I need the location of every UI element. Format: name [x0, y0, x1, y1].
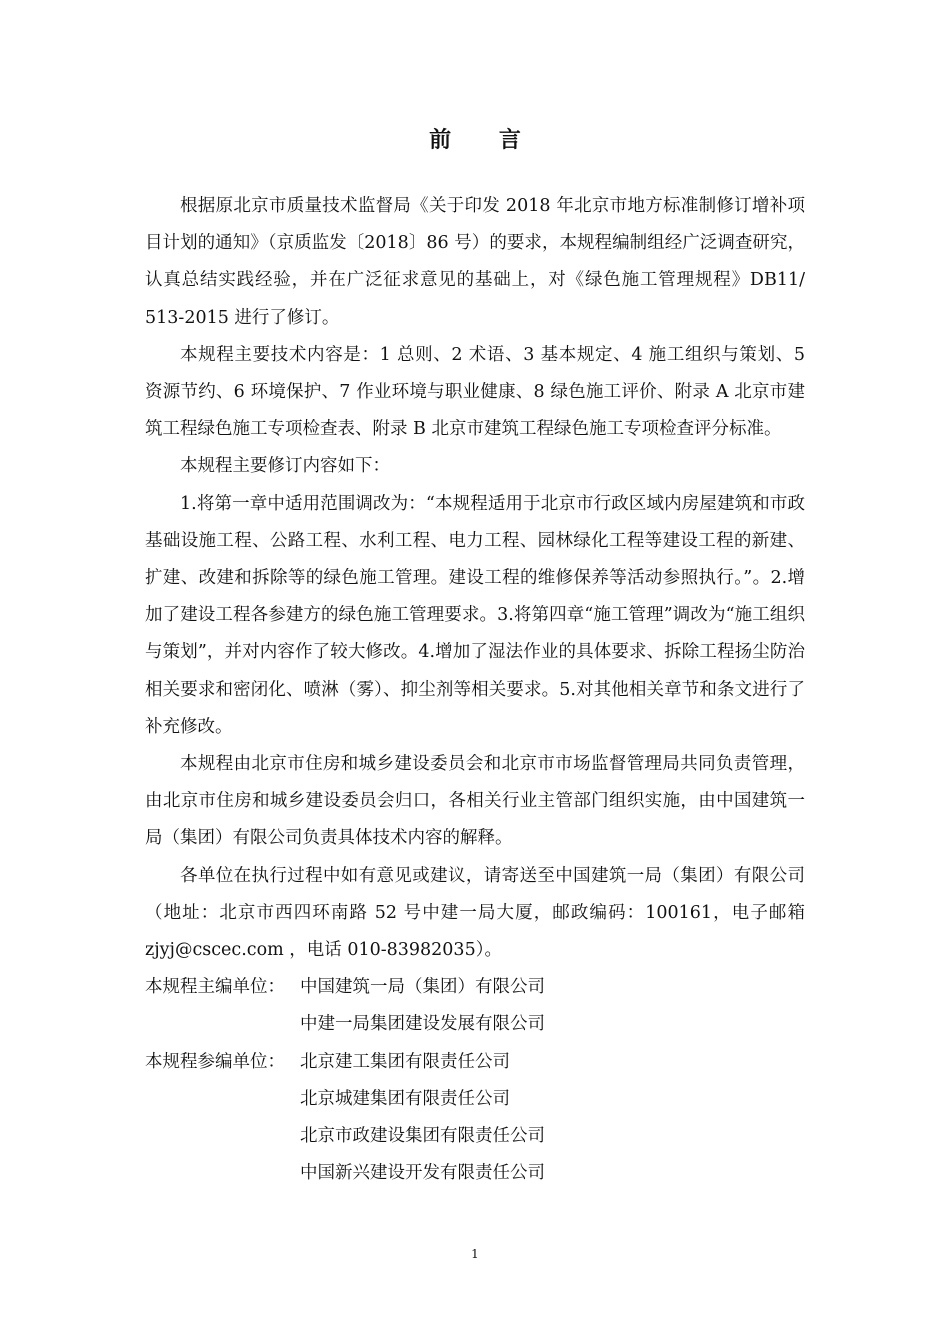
- participating-unit-name: 北京城建集团有限责任公司: [300, 1088, 510, 1109]
- paragraph-feedback-contact: 各单位在执行过程中如有意见或建议，请寄送至中国建筑一局（集团）有限公司（地址：北京市西四环南路 52 号中建一局大厦，邮政编码：100161，电子邮箱 zjyj@cscec.com ，电话 010-83982035）。: [145, 865, 805, 961]
- participating-unit-name: 中国新兴建设开发有限责任公司: [300, 1163, 545, 1184]
- chief-units-section: [145, 969, 805, 1043]
- chief-units-label: 本规程主编单位：: [145, 977, 285, 998]
- paragraph-revision-items: 1.将第一章中适用范围调改为：“本规程适用于北京市行政区域内房屋建筑和市政基础设施工程、公路工程、水利工程、电力工程、园林绿化工程等建设工程的新建、扩建、改建和拆除等的绿色施工管理。建设工程的维修保养等活动参照执行。”。2.增加了建设工程各参建方的绿色施工管理要求。3.将第四章“施工管理”调改为“施工组织与策划”，并对内容作了较大修改。4.增加了湿法作业的具体要求、拆除工程扬尘防治相关要求和密闭化、喷淋（雾）、抑尘剂等相关要求。5.对其他相关章节和条文进行了补充修改。: [145, 493, 805, 737]
- participating-unit-name: 北京市政建设集团有限责任公司: [300, 1126, 545, 1147]
- page-title: 前 言: [429, 127, 541, 153]
- participating-units-label: 本规程参编单位：: [145, 1051, 285, 1072]
- page-number: 1: [471, 1247, 479, 1261]
- document-body: [145, 188, 805, 1192]
- chief-unit-name: 中建一局集团建设发展有限公司: [300, 1014, 545, 1035]
- participating-units-list: [300, 1044, 805, 1193]
- paragraph-revision-intro: 本规程主要修订内容如下：: [180, 456, 390, 477]
- chief-units-list: [300, 969, 805, 1043]
- participating-units-section: [145, 1044, 805, 1193]
- participating-unit-name: 北京建工集团有限责任公司: [300, 1051, 510, 1072]
- paragraph-background: 根据原北京市质量技术监督局《关于印发 2018 年北京市地方标准制修订增补项目计划的通知》（京质监发〔2018〕86 号）的要求，本规程编制组经广泛调查研究，认真总结实践经验，并在广泛征求意见的基础上，对《绿色施工管理规程》DB11/ 513-2015 进行了修订。: [145, 196, 805, 328]
- paragraph-management: 本规程由北京市住房和城乡建设委员会和北京市市场监督管理局共同负责管理，由北京市住房和城乡建设委员会归口，各相关行业主管部门组织实施，由中国建筑一局（集团）有限公司负责具体技术内容的解释。: [145, 754, 805, 849]
- chief-unit-name: 中国建筑一局（集团）有限公司: [300, 977, 545, 998]
- paragraph-technical-contents: 本规程主要技术内容是：1 总则、2 术语、3 基本规定、4 施工组织与策划、5 资源节约、6 环境保护、7 作业环境与职业健康、8 绿色施工评价、附录 A 北京市建筑工程绿色施工专项检查表、附录 B 北京市建筑工程绿色施工专项检查评分标准。: [145, 344, 805, 440]
